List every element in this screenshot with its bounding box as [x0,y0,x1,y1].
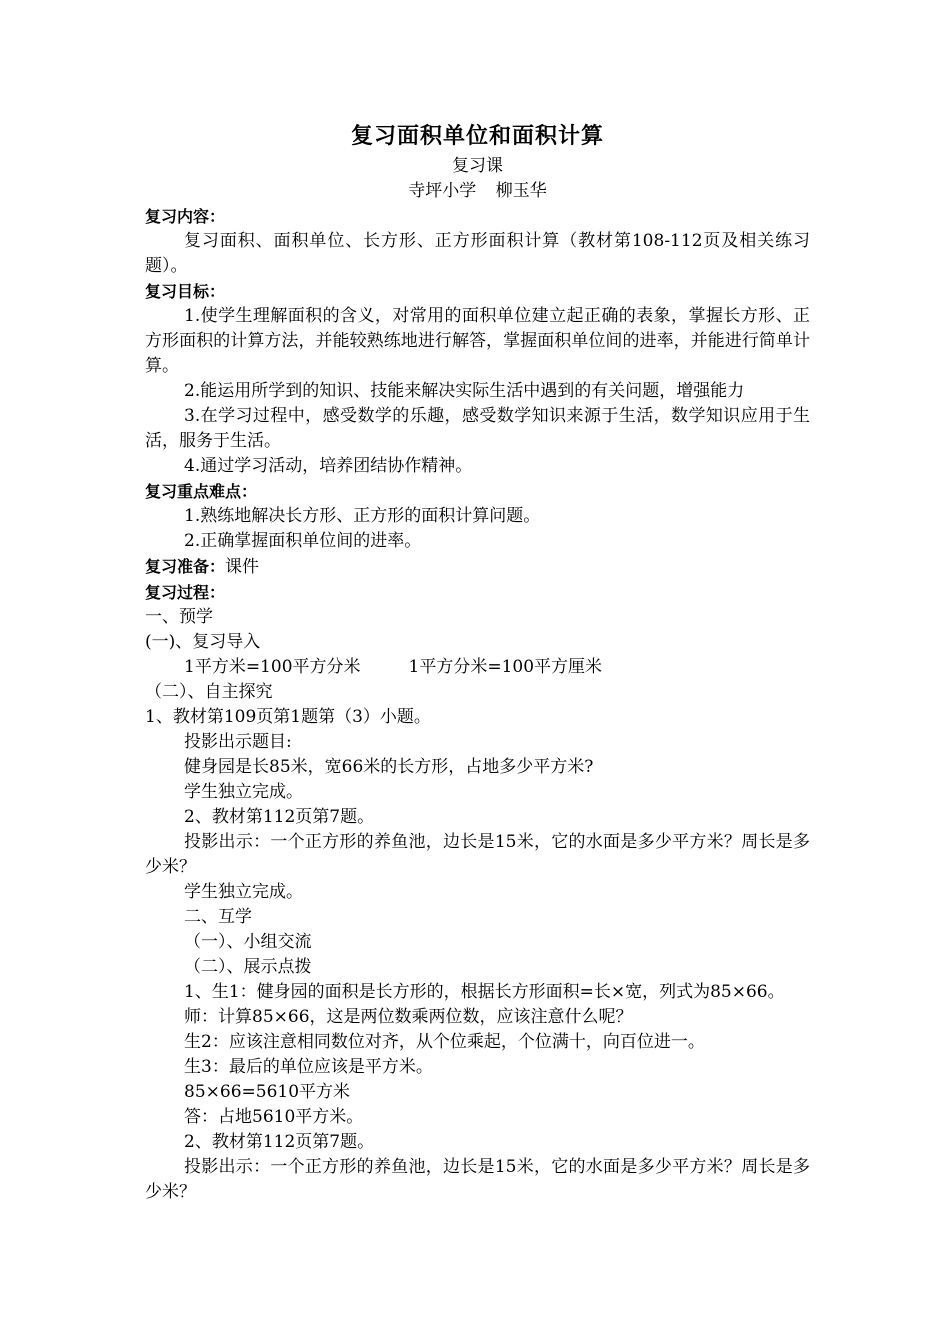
process-line: 答：占地5610平方米。 [184,1107,364,1127]
process-line: (一)、复习导入 [145,632,261,652]
key-point-1: 1.熟练地解决长方形、正方形的面积计算问题。 [184,506,541,526]
process-line: 投影出示：一个正方形的养鱼池，边长是15米，它的水面是多少平方米？周长是多少米？ [145,1157,810,1202]
content-paragraph: 复习面积、面积单位、长方形、正方形面积计算（教材第108-112页及相关练习题）。 [145,231,810,276]
process-line: 生3：最后的单位应该是平方米。 [184,1057,433,1077]
doc-author: 寺坪小学 柳玉华 [408,181,547,201]
section-heading-process: 复习过程： [145,583,226,602]
process-line: 健身园是长85米，宽66米的长方形，占地多少平方米? [184,757,594,777]
section-heading-preparation: 复习准备： [145,557,226,576]
goal-item-4: 4.通过学习活动，培养团结协作精神。 [184,456,473,476]
section-heading-goals: 复习目标： [145,282,226,301]
section-heading-content: 复习内容： [145,207,226,226]
doc-title: 复习面积单位和面积计算 [350,124,604,149]
process-line: 2、教材第112页第7题。 [184,807,375,827]
document-body [145,120,810,1205]
doc-subtitle: 复习课 [452,156,503,176]
process-line: 1、教材第109页第1题第（3）小题。 [145,707,431,727]
section-heading-key-points: 复习重点难点： [145,482,258,501]
process-line: 生2：应该注意相同数位对齐，从个位乘起，个位满十，向百位进一。 [184,1032,705,1052]
process-line: 投影出示题目: [184,732,292,752]
goal-item-3: 3.在学习过程中，感受数学的乐趣，感受数学知识来源于生活，数学知识应用于生活，服务于生活。 [145,406,810,451]
unit-conversion-line [145,655,810,680]
process-line: 师：计算85×66，这是两位数乘两位数，应该注意什么呢？ [184,1007,633,1027]
preparation-value: 课件 [225,557,260,577]
process-line: （二）、展示点拨 [184,957,312,977]
goal-item-1: 1.使学生理解面积的含义，对常用的面积单位建立起正确的表象，掌握长方形、正方形面积的计算方法，并能较熟练地进行解答，掌握面积单位间的进率，并能进行简单计算。 [145,306,810,376]
process-line: 学生独立完成。 [184,782,303,802]
goal-item-2: 2.能运用所学到的知识、技能来解决实际生活中遇到的有关问题，增强能力 [184,381,745,401]
process-line: 一、预学 [145,607,213,627]
process-line: 学生独立完成。 [184,882,303,902]
preparation-line [145,554,810,580]
key-point-2: 2.正确掌握面积单位间的进率。 [184,531,422,551]
process-line: 2、教材第112页第7题。 [184,1132,375,1152]
process-line: （二）、自主探究 [145,682,273,702]
process-line: 85×66=5610平方米 [184,1082,351,1102]
conversion-2: 1平方分米=100平方厘米 [408,657,603,677]
process-line: 1、生1：健身园的面积是长方形的，根据长方形面积=长×宽，列式为85×66。 [184,982,785,1002]
conversion-1: 1平方米=100平方分米 [184,657,361,677]
process-line: 投影出示：一个正方形的养鱼池，边长是15米，它的水面是多少平方米？周长是多少米？ [145,832,810,877]
process-line: 二、互学 [184,907,252,927]
process-line: （一）、小组交流 [184,932,312,952]
